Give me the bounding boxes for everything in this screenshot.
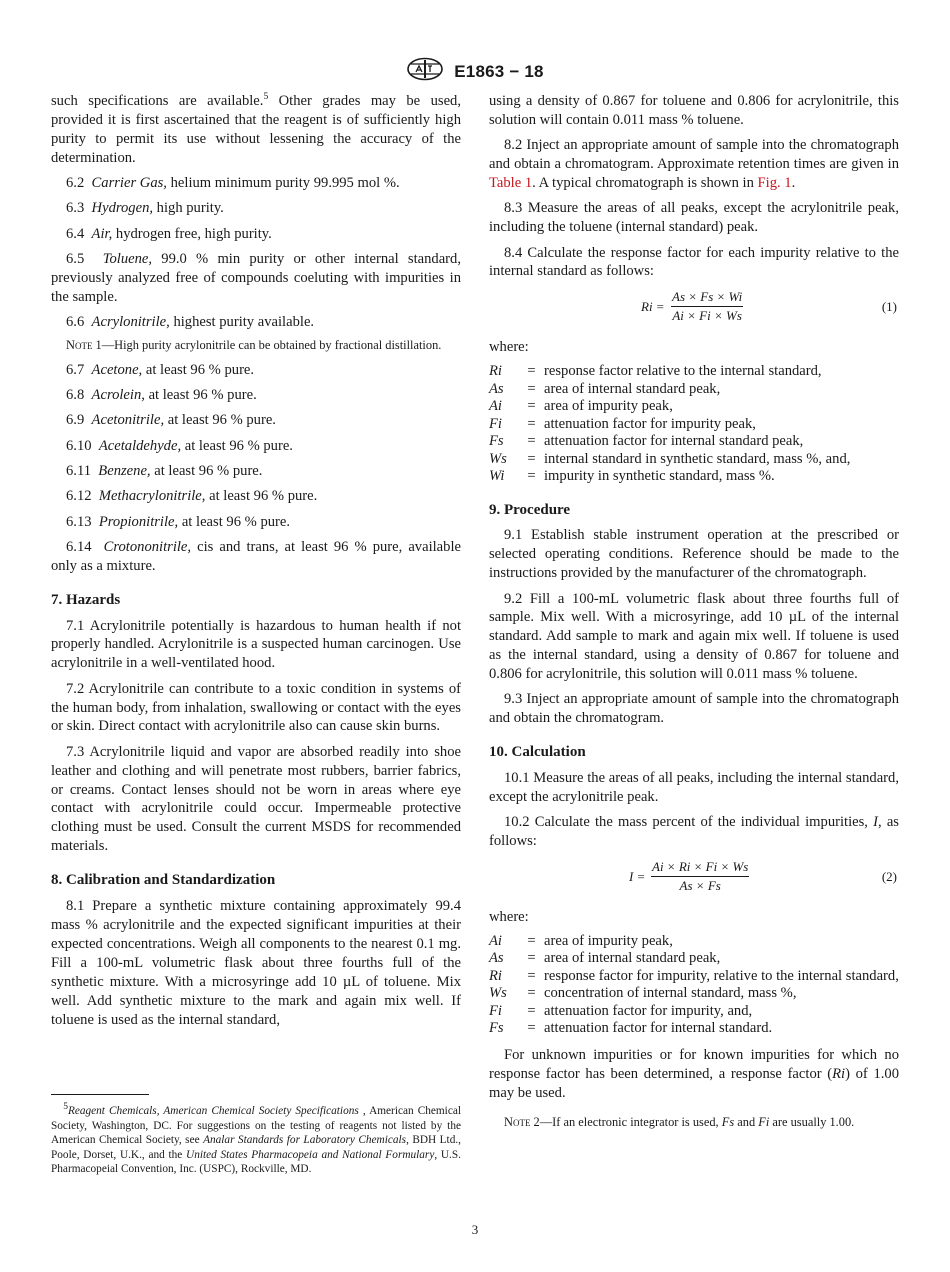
left-column [51,92,461,1036]
section-10-heading: 10. Calculation [489,744,586,761]
paragraph-9-1: 9.1 Establish stable instrument operation at the prescribed or selected operating conditions. Reference should be made to the instructions provided by the manufacturer of the chromatograph. [489,527,899,582]
section-7-heading: 7. Hazards [51,591,121,608]
equation-2-fraction [651,858,749,894]
equation-1-lhs: Ri = [641,298,665,314]
item-6-3: 6.3 Hydrogen, high purity. [66,200,224,217]
item-6-5: 6.5 Toluene, 99.0 % min purity or other internal standard, previously analyzed free of compounds coeluting with impurities in the sample. [51,250,461,305]
page-header [0,57,950,86]
section-9-heading: 9. Procedure [489,501,571,518]
paragraph-unknown-impurities: For unknown impurities or for known impurities for which no response factor has been determined, a response factor (Ri) of 1.00 may be used. [489,1046,899,1101]
paragraph-8-4: 8.4 Calculate the response factor for each impurity relative to the internal standard as follows: [489,244,899,280]
definition-row: Fi = attenuation factor for impurity peak, [489,415,756,432]
definition-row: Fs = attenuation factor for internal standard. [489,1020,773,1037]
equation-1-number: (1) [881,298,897,314]
paragraph-9-2: 9.2 Fill a 100-mL volumetric flask about three fourths full of sample. Mix well. With a microsyringe, add 10 µL of the internal standard. Add sample to mark and again mix well. If toluene is used as the internal standard, using a density of 0.867 for toluene and 0.806 for acrylonitrile, this solution will 0.011 mass % toluene. [489,590,899,683]
equation-2-numerator: Ai × Ri × Fi × Ws [651,858,749,877]
equation-1 [489,288,899,328]
definition-row: Wi = impurity in synthetic standard, mass %. [489,468,775,485]
item-6-12: 6.12 Methacrylonitrile, at least 96 % pure. [66,488,318,505]
section-8-heading: 8. Calibration and Standardization [51,872,276,889]
paragraph-continued: such specifications are available.$^5$ Other grades may be used, provided it is first ascertained that the reagent is of sufficiently high purity to permit its use without lessening the accuracy of the determination. [51,92,461,166]
definition-row: Ri = response factor for impurity, relative to the internal standard, [489,967,899,984]
item-6-4: 6.4 Air, hydrogen free, high purity. [66,225,272,242]
paragraph-7-2: 7.2 Acrylonitrile can contribute to a toxic condition in systems of the human body, from inhalation, swallowing or contact with the eyes or skin. Direct contact with acrylonitrile also can cause skin burns. [51,680,461,735]
definition-row: Ai = area of impurity peak, [489,932,673,949]
equation-2-number: (2) [881,868,897,884]
definition-row: Ai = area of impurity peak, [489,398,673,415]
footnote-5: $^5$Reagent Chemicals, American Chemical Society Specifications , American Chemical Society, Washington, DC. For suggestions on the testing of reagents not listed by the American Chemical Society, see Analar Standards for Laboratory Chemicals, BDH Ltd., Poole, Dorset, U.K., and the United States Pharmacopeia and National Formulary, U.S. Pharmacopeial Convention, Inc. (USPC), Rockville, MD. [51,1102,461,1176]
item-6-8: 6.8 Acrolein, at least 96 % pure. [66,387,257,404]
note-2: Note 2—If an electronic integrator is used, Fs and Fi are usually 1.00. [504,1114,855,1129]
equation-2-lhs: I = [629,868,646,884]
paragraph-10-2: 10.2 Calculate the mass percent of the individual impurities, I, as follows: [489,814,899,850]
document-id: E1863 − 18 [454,61,544,81]
definition-row: As = area of internal standard peak, [489,380,721,397]
definition-row: As = area of internal standard peak, [489,950,721,967]
paragraph-8-1: 8.1 Prepare a synthetic mixture containing approximately 99.4 mass % acrylonitrile and the expected significant impurities at their expected concentrations. Weigh all components to the nearest 0.1 mg. Fill a 100-mL volumetric flask about three fourths full of the synthetic mixture. With a microsyringe add 10 µL of toluene. Mix well. Add synthetic mixture to the mark and again mix well. If toluene is used as the internal standard, [51,898,461,1028]
paragraph-7-3: 7.3 Acrylonitrile liquid and vapor are absorbed readily into shoe leather and clothing and will penetrate most rubbers, barrier fabrics, or creams. Contact lenses should not be worn in areas where eye contact with acrylonitrile could occur. Impermeable protective clothing must be used. Consult the current MSDS for recommended materials. [51,743,461,855]
paragraph-8-2: 8.2 Inject an appropriate amount of sample into the chromatograph and obtain a chromatogram. Approximate retention times are given in Table 1. A typical chromatograph is shown in Fig. 1. [489,137,899,192]
item-6-2: 6.2 Carrier Gas, helium minimum purity 99.995 mol %. [66,175,400,192]
right-column [489,92,899,1137]
footnote-divider [51,1094,149,1095]
table-1-link[interactable]: Table 1 [489,175,533,192]
equation-1-numerator: As × Fs × Wi [671,288,743,307]
definition-row: Fs = attenuation factor for internal standard peak, [489,433,804,450]
page-number: 3 [471,1222,479,1237]
definition-row: Ws = concentration of internal standard, mass %, [489,985,797,1002]
item-6-7: 6.7 Acetone, at least 96 % pure. [66,361,255,378]
where-label-1: where: [489,338,529,355]
item-6-6: 6.6 Acrylonitrile, highest purity available. [66,314,315,331]
astm-logo-icon [406,57,444,86]
definitions-table-2 [489,933,899,1038]
item-6-14: 6.14 Crotononitrile, cis and trans, at least 96 % pure, available only as a mixture. [51,538,461,574]
where-label-2: where: [489,908,529,925]
equation-1-fraction [671,288,743,324]
paragraph-10-1: 10.1 Measure the areas of all peaks, including the internal standard, except the acrylonitrile peak. [489,770,899,806]
item-6-10: 6.10 Acetaldehyde, at least 96 % pure. [66,437,293,454]
item-6-11: 6.11 Benzene, at least 96 % pure. [66,462,263,479]
paragraph-8-3: 8.3 Measure the areas of all peaks, except the acrylonitrile peak, including the toluene (internal standard) peak. [489,200,899,236]
fig-1-link[interactable]: Fig. 1 [757,175,792,192]
equation-1-denominator: Ai × Fi × Ws [672,307,742,323]
definitions-table-1 [489,363,899,486]
paragraph-8-1-continued: using a density of 0.867 for toluene and 0.806 for acrylonitrile, this solution will contain 0.011 mass % toluene. [489,93,899,128]
item-6-13: 6.13 Propionitrile, at least 96 % pure. [66,513,291,530]
paragraph-9-3: 9.3 Inject an appropriate amount of sample into the chromatograph and obtain the chromatogram. [489,691,899,727]
definition-row: Ri = response factor relative to the internal standard, [489,363,822,380]
paragraph-7-1: 7.1 Acrylonitrile potentially is hazardous to human health if not properly handled. Acrylonitrile is a suspected human carcinogen. Use acrylonitrile in a well-ventilated hood. [51,617,461,672]
note-1: Note 1—High purity acrylonitrile can be obtained by fractional distillation. [66,338,442,353]
equation-2 [489,858,899,898]
equation-2-denominator: As × Fs [679,877,721,893]
definition-row: Ws = internal standard in synthetic standard, mass %, and, [489,450,851,467]
item-6-9: 6.9 Acetonitrile, at least 96 % pure. [66,412,276,429]
definition-row: Fi = attenuation factor for impurity, and, [489,1002,753,1019]
